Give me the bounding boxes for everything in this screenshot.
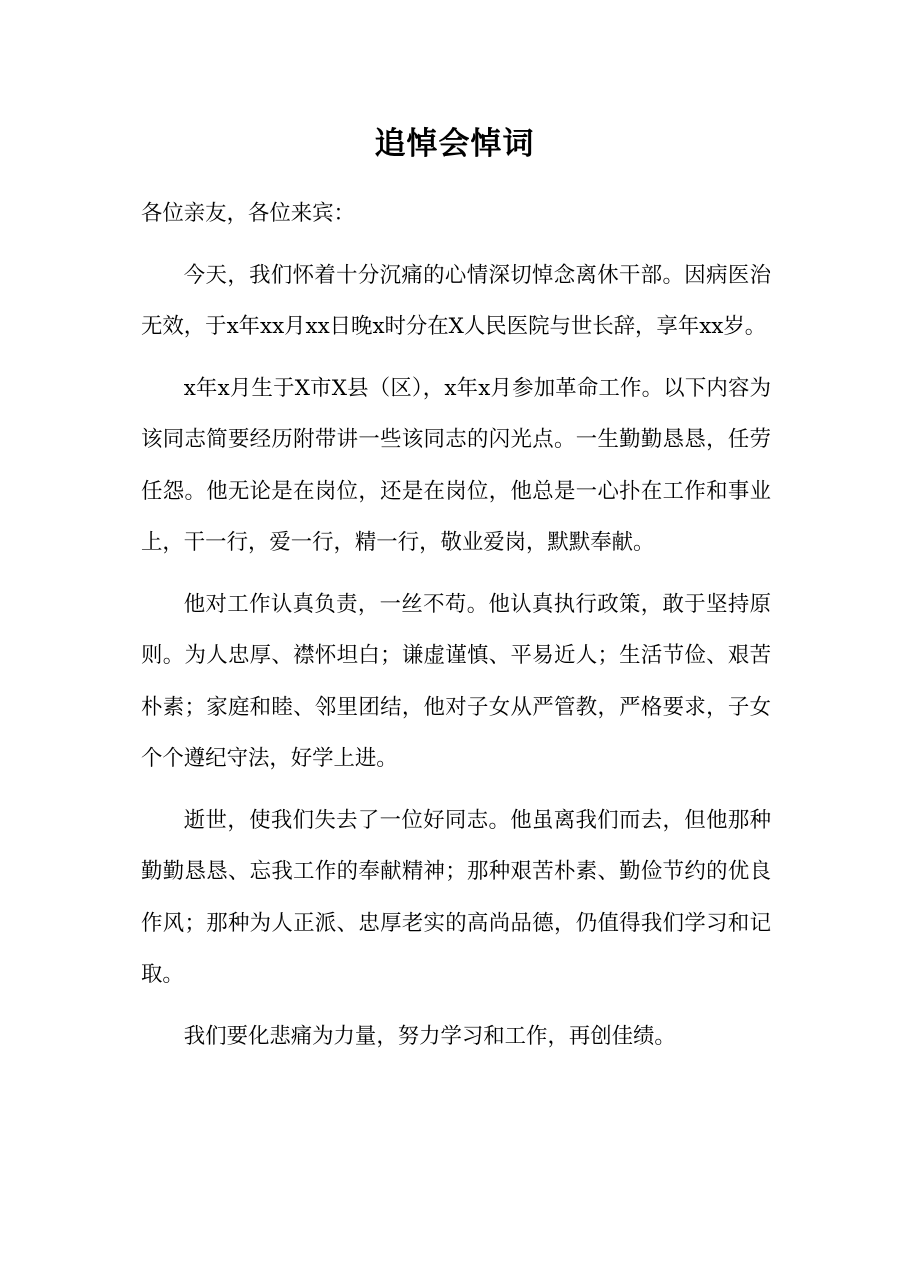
paragraph-2: x年x月生于X市X县（区），x年x月参加革命工作。以下内容为该同志简要经历附带讲一些该同志的闪光点。一生勤勤恳恳，任劳任怨。他无论是在岗位，还是在岗位，他总是一心扑在工作和事业上，干一行，爱一行，精一行，敬业爱岗，默默奉献。 (141, 375, 771, 555)
paragraph-3: 他对工作认真负责，一丝不苟。他认真执行政策，敢于坚持原则。为人忠厚、襟怀坦白；谦虚谨慎、平易近人；生活节俭、艰苦朴素；家庭和睦、邻里团结，他对子女从严管教，严格要求，子女个个遵纪守法，好学上进。 (141, 591, 771, 771)
paragraph-5: 我们要化悲痛为力量，努力学习和工作，再创佳绩。 (183, 1023, 676, 1049)
document-body (141, 188, 771, 1072)
document-title: 追悼会悼词 (374, 126, 535, 162)
paragraph-4: 逝世，使我们失去了一位好同志。他虽离我们而去，但他那种勤勤恳恳、忘我工作的奉献精神；那种艰苦朴素、勤俭节约的优良作风；那种为人正派、忠厚老实的高尚品德，仍值得我们学习和记取。 (141, 807, 771, 987)
paragraph-1: 今天，我们怀着十分沉痛的心情深切悼念离休干部。因病医治无效，于x年xx月xx日晚x时分在X人民医院与世长辞，享年xx岁。 (141, 262, 771, 339)
salutation: 各位亲友，各位来宾： (141, 201, 355, 226)
